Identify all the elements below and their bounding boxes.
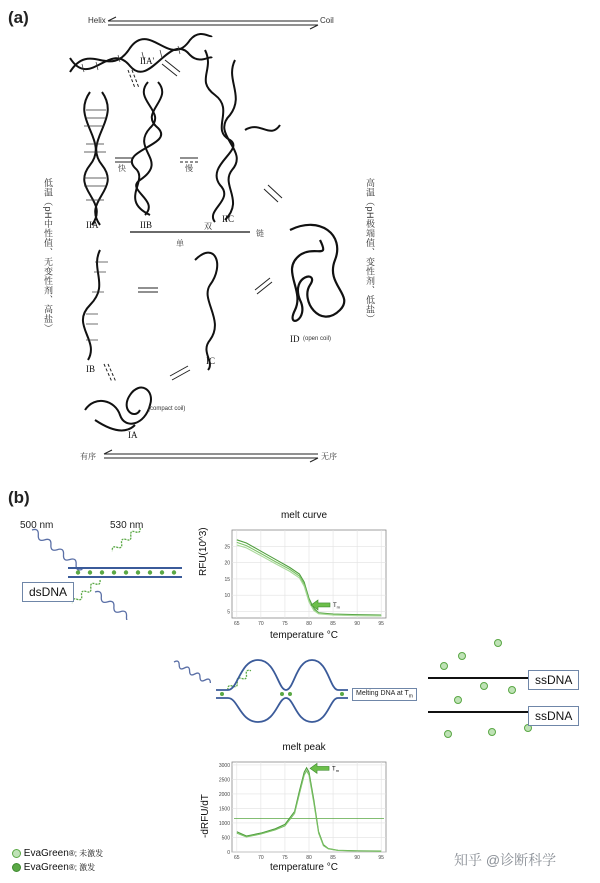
x-tick-label: 85 <box>330 621 336 627</box>
x-tick-label: 95 <box>378 621 384 627</box>
dsdna-label: dsDNA <box>22 582 74 602</box>
x-tick-label: 75 <box>282 621 288 627</box>
y-tick-label: 10 <box>224 593 230 600</box>
legend-excited: EvaGreen®; 激发 <box>12 862 95 873</box>
state-IC: IC <box>206 356 215 366</box>
x-tick-label: 85 <box>330 855 336 861</box>
unexcited-dye-icon <box>12 849 21 858</box>
left-condition-text: 低温（pH中性值、无变性剂、高盐） <box>43 178 53 334</box>
strand-label: 链 <box>256 229 264 238</box>
x-tick-label: 95 <box>378 855 384 861</box>
wavelength-500: 500 nm <box>20 520 54 531</box>
state-IA-note: (compact coil) <box>148 406 186 412</box>
x-tick-label: 65 <box>234 621 240 627</box>
y-tick-label: 2500 <box>218 777 230 784</box>
wavelength-530: 530 nm <box>110 520 144 531</box>
panel-b-label: (b) <box>8 488 30 507</box>
x-tick-label: 90 <box>354 621 360 627</box>
coil-label: Coil <box>320 16 334 25</box>
ssdna-label-bottom: ssDNA <box>528 706 579 726</box>
fast-label: 快 <box>118 164 126 173</box>
strand-IB <box>83 250 100 360</box>
y-tick-label: 500 <box>221 835 230 842</box>
melting-dna-label: Melting DNA at $T_m$ <box>352 688 417 701</box>
melt-curve-xlabel: temperature °C <box>270 630 338 641</box>
y-tick-label: 2000 <box>218 791 230 798</box>
melt-peak-ylabel: -dRFU/dT <box>200 794 211 838</box>
melt-peak-chart <box>208 756 394 864</box>
x-tick-label: 65 <box>234 855 240 861</box>
x-tick-label: 70 <box>258 855 264 861</box>
slow-label: 慢 <box>185 164 193 173</box>
state-IIB: IIB <box>140 220 152 230</box>
y-tick-label: 25 <box>224 544 230 551</box>
melt-curve-ylabel: RFU(10^3) <box>198 527 209 576</box>
y-tick-label: 1500 <box>218 806 230 813</box>
y-tick-label: 15 <box>224 576 230 583</box>
helix-coil-arrow <box>108 17 318 29</box>
dsdna-illustration <box>0 510 215 620</box>
right-condition-text: 高温（pH极端值、变性剂、低盐） <box>365 178 375 324</box>
state-ID-note: (open coil) <box>303 336 332 342</box>
y-tick-label: 0 <box>227 850 230 856</box>
tm-label: $T_m$ <box>332 766 340 773</box>
order-arrow <box>104 450 318 462</box>
x-tick-label: 90 <box>354 855 360 861</box>
helix-IIA <box>84 92 108 225</box>
coil-IA <box>85 388 151 431</box>
y-tick-label: 1000 <box>218 820 230 827</box>
x-tick-label: 80 <box>306 855 312 861</box>
state-IA: IA <box>128 430 138 440</box>
excited-dye-icon <box>12 863 21 872</box>
melt-peak-title: melt peak <box>282 742 326 753</box>
single-label: 单 <box>176 239 184 248</box>
melt-peak-xlabel: temperature °C <box>270 862 338 873</box>
state-IB: IB <box>86 364 95 374</box>
double-label: 双 <box>204 222 212 231</box>
helix-IIC <box>205 50 280 222</box>
x-tick-label: 75 <box>282 855 288 861</box>
y-tick-label: 5 <box>227 609 230 616</box>
panel-a-label: (a) <box>8 8 29 27</box>
x-tick-label: 80 <box>306 621 312 627</box>
ordered-label: 有序 <box>80 452 96 461</box>
y-tick-label: 20 <box>224 560 230 567</box>
melting-dna-illustration <box>168 650 358 730</box>
coil-ID <box>290 225 344 321</box>
watermark: 知乎 @诊断科学 <box>454 852 557 868</box>
helix-label: Helix <box>88 16 106 25</box>
legend-unexcited: EvaGreen®; 未激发 <box>12 848 103 859</box>
melt-curve-title: melt curve <box>280 510 328 521</box>
helix-IIB <box>132 82 162 215</box>
equilibrium-arrows <box>104 60 282 382</box>
helix-IIA-prime <box>70 34 212 72</box>
state-ID: ID <box>290 334 300 344</box>
state-IIA: IIA <box>86 220 99 230</box>
melt-curve-chart <box>208 524 394 630</box>
disordered-label: 无序 <box>321 452 337 461</box>
state-IIA-prime: IIA' <box>140 56 155 66</box>
strand-IC <box>195 253 217 370</box>
x-tick-label: 70 <box>258 621 264 627</box>
state-IIC: IIC <box>222 214 234 224</box>
tm-label: $T_m$ <box>333 602 341 610</box>
y-tick-label: 3000 <box>218 762 230 769</box>
ssdna-label-top: ssDNA <box>528 670 579 690</box>
